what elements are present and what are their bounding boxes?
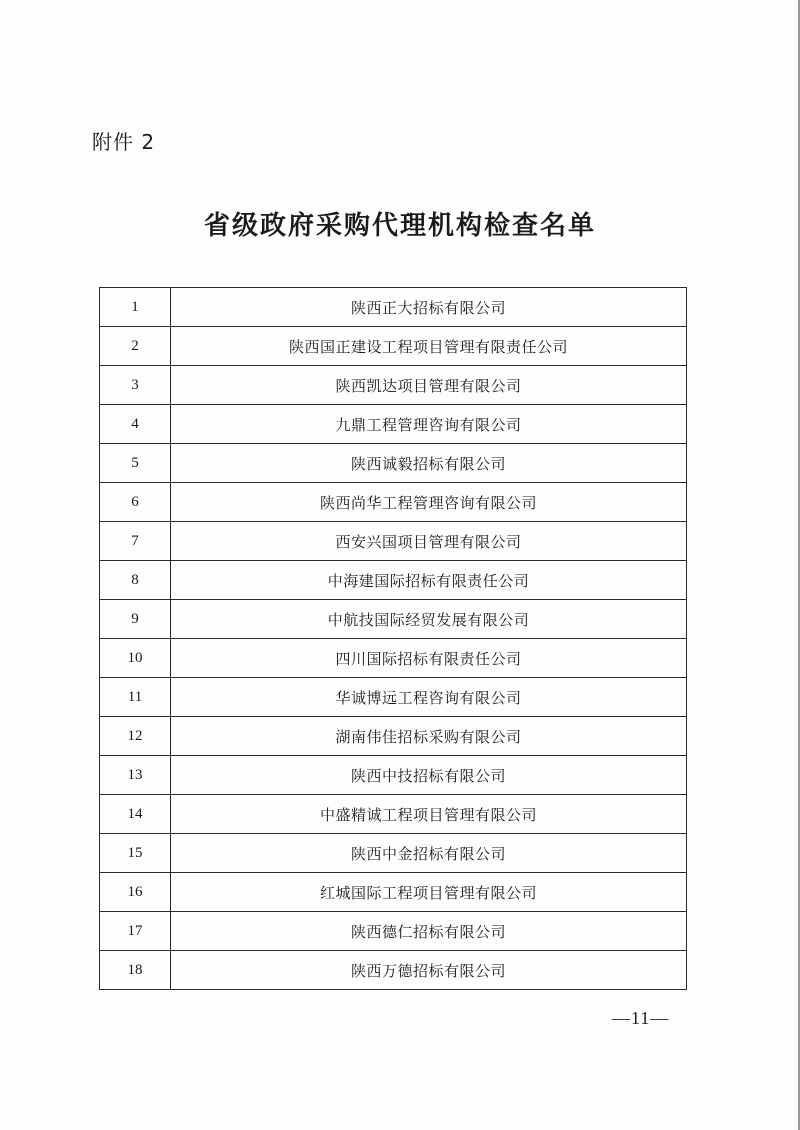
table-row	[100, 717, 687, 756]
row-number-cell: 5	[100, 444, 171, 483]
table-row	[100, 522, 687, 561]
company-name-cell: 陕西凯达项目管理有限公司	[171, 366, 687, 405]
row-number-cell: 2	[100, 327, 171, 366]
row-number-cell: 16	[100, 873, 171, 912]
company-name-cell: 四川国际招标有限责任公司	[171, 639, 687, 678]
row-number-cell: 14	[100, 795, 171, 834]
row-number-cell: 9	[100, 600, 171, 639]
row-number-cell: 3	[100, 366, 171, 405]
attachment-label: 附件 2	[92, 130, 156, 154]
company-name-cell: 陕西正大招标有限公司	[171, 288, 687, 327]
company-name-cell: 中航技国际经贸发展有限公司	[171, 600, 687, 639]
table-row	[100, 483, 687, 522]
agency-list-table	[99, 287, 687, 990]
row-number-cell: 12	[100, 717, 171, 756]
table-row	[100, 561, 687, 600]
table-row	[100, 600, 687, 639]
table-row	[100, 288, 687, 327]
row-number-cell: 11	[100, 678, 171, 717]
company-name-cell: 中盛精诚工程项目管理有限公司	[171, 795, 687, 834]
table-row	[100, 951, 687, 990]
table-row	[100, 678, 687, 717]
table-row	[100, 834, 687, 873]
page-title: 省级政府采购代理机构检查名单	[203, 211, 596, 241]
row-number-cell: 18	[100, 951, 171, 990]
company-name-cell: 陕西中金招标有限公司	[171, 834, 687, 873]
row-number-cell: 6	[100, 483, 171, 522]
company-name-cell: 陕西国正建设工程项目管理有限责任公司	[171, 327, 687, 366]
table-row	[100, 639, 687, 678]
row-number-cell: 1	[100, 288, 171, 327]
company-name-cell: 九鼎工程管理咨询有限公司	[171, 405, 687, 444]
table-row	[100, 444, 687, 483]
company-name-cell: 陕西尚华工程管理咨询有限公司	[171, 483, 687, 522]
table-row	[100, 912, 687, 951]
company-name-cell: 华诚博远工程咨询有限公司	[171, 678, 687, 717]
table-row	[100, 327, 687, 366]
row-number-cell: 4	[100, 405, 171, 444]
table-row	[100, 873, 687, 912]
table-row	[100, 795, 687, 834]
page-number: —11—	[612, 1008, 670, 1028]
company-name-cell: 陕西德仁招标有限公司	[171, 912, 687, 951]
row-number-cell: 13	[100, 756, 171, 795]
row-number-cell: 8	[100, 561, 171, 600]
row-number-cell: 7	[100, 522, 171, 561]
table-row	[100, 405, 687, 444]
table-row	[100, 756, 687, 795]
company-name-cell: 西安兴国项目管理有限公司	[171, 522, 687, 561]
company-name-cell: 陕西万德招标有限公司	[171, 951, 687, 990]
company-name-cell: 陕西中技招标有限公司	[171, 756, 687, 795]
row-number-cell: 15	[100, 834, 171, 873]
table-row	[100, 366, 687, 405]
row-number-cell: 10	[100, 639, 171, 678]
company-name-cell: 中海建国际招标有限责任公司	[171, 561, 687, 600]
row-number-cell: 17	[100, 912, 171, 951]
company-name-cell: 陕西诚毅招标有限公司	[171, 444, 687, 483]
company-name-cell: 湖南伟佳招标采购有限公司	[171, 717, 687, 756]
company-name-cell: 红城国际工程项目管理有限公司	[171, 873, 687, 912]
